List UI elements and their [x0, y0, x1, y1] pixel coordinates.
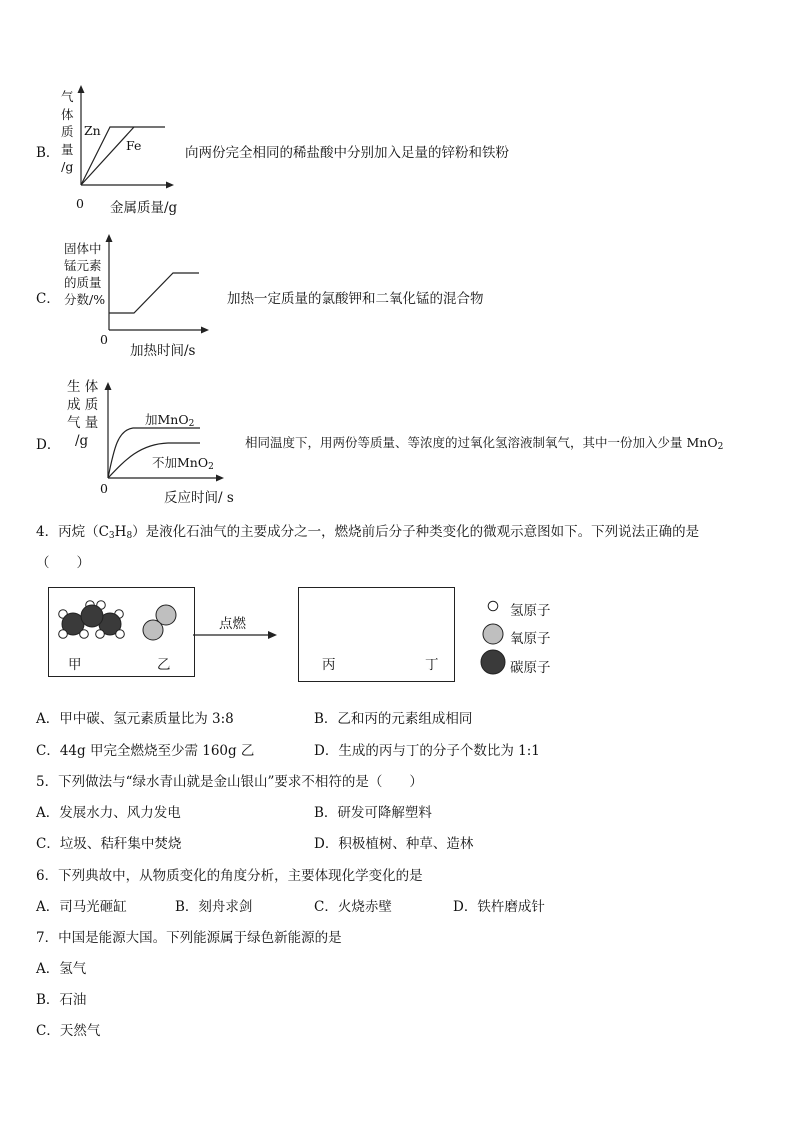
q5-option-d[interactable]: D．积极植树、种草、造林 — [314, 836, 474, 852]
option-b-xlabel: 金属质量/g — [110, 200, 178, 216]
hydrogen-atom — [80, 630, 89, 639]
legend-oxygen-icon — [483, 624, 503, 644]
option-c-origin: 0 — [100, 332, 108, 347]
q4-option-d[interactable]: D．生成的丙与丁的分子个数比为 1:1 — [314, 743, 540, 759]
legend-hydrogen-label: 氢原子 — [510, 603, 551, 619]
oxygen-atom — [143, 620, 163, 640]
question-5-stem: 5．下列做法与“绿水青山就是金山银山”要求不相符的是（ ） — [36, 774, 423, 790]
legend-carbon-label: 碳原子 — [510, 660, 551, 676]
label-ding: 丁 — [425, 657, 439, 673]
q4-option-b[interactable]: B．乙和丙的元素组成相同 — [314, 711, 473, 727]
option-d-origin: 0 — [100, 481, 108, 496]
propane-molecule — [59, 601, 125, 639]
q7-option-a[interactable]: A．氢气 — [36, 961, 87, 977]
option-c-description: 加热一定质量的氯酸钾和二氧化锰的混合物 — [227, 291, 484, 307]
series-without-mno2-label: 不加MnO$_2$ — [152, 455, 214, 472]
q6-option-a[interactable]: A．司马光砸缸 — [36, 899, 127, 915]
series-fe-label: Fe — [126, 138, 142, 153]
question-6-stem: 6．下列典故中，从物质变化的角度分析，主要体现化学变化的是 — [36, 868, 423, 884]
q6-option-d[interactable]: D．铁杵磨成针 — [453, 899, 545, 915]
question-4-answer-paren: （ ） — [36, 555, 90, 571]
legend-hydrogen-icon — [488, 601, 498, 611]
question-4-stem: 4．丙烷$(C_3H_8)$是液化石油气的主要成分之一，燃烧前后分子种类变化的微观示意图如下。下列说法正确的是 — [36, 524, 700, 541]
option-c-letter: C． — [36, 291, 60, 307]
q7-option-b[interactable]: B．石油 — [36, 992, 87, 1008]
option-c-ylabel: 固体中 锰元素 的质量 分数/% — [64, 241, 106, 307]
option-d-letter: D． — [36, 437, 61, 453]
q5-option-b[interactable]: B．研发可降解塑料 — [314, 805, 432, 821]
option-c-xlabel: 加热时间/s — [130, 343, 196, 359]
option-b-description: 向两份完全相同的稀盐酸中分别加入足量的锌粉和铁粉 — [185, 145, 509, 161]
hydrogen-atom — [59, 630, 68, 639]
option-d-xlabel: 反应时间/ s — [164, 490, 234, 506]
option-b-letter: B． — [36, 145, 60, 161]
series-zn-label: Zn — [84, 123, 101, 138]
carbon-atom — [81, 605, 103, 627]
label-yi: 乙 — [157, 657, 171, 673]
label-bing: 丙 — [322, 657, 336, 673]
option-b-ylabel: 气 体 质 量 /g — [61, 89, 74, 174]
arrow-label: 点燃 — [219, 616, 246, 632]
hydrogen-atom — [116, 630, 125, 639]
q4-option-c[interactable]: C．44g 甲完全燃烧至少需 160g 乙 — [36, 743, 255, 759]
option-d-ylabel: 生 体 成 质 气 量 /g — [67, 379, 99, 449]
label-jia: 甲 — [68, 657, 82, 673]
hydrogen-atom — [96, 630, 105, 639]
q6-option-b[interactable]: B．刻舟求剑 — [175, 899, 253, 915]
series-with-mno2-label: 加MnO$_2$ — [145, 412, 195, 429]
option-b-origin: 0 — [76, 196, 84, 211]
question-7-stem: 7．中国是能源大国。下列能源属于绿色新能源的是 — [36, 930, 342, 946]
oxygen-molecule — [143, 605, 176, 640]
q6-option-c[interactable]: C．火烧赤壁 — [314, 899, 392, 915]
q4-option-a[interactable]: A．甲中碳、氢元素质量比为 3:8 — [36, 711, 234, 727]
legend-oxygen-label: 氧原子 — [510, 631, 551, 647]
reaction-arrowhead — [268, 631, 277, 639]
q5-option-a[interactable]: A．发展水力、风力发电 — [36, 805, 181, 821]
q5-option-c[interactable]: C．垃圾、秸秆集中焚烧 — [36, 836, 182, 852]
option-d-description: 相同温度下，用两份等质量、等浓度的过氧化氢溶液制氧气，其中一份加入少量 MnO$_2$ — [245, 435, 724, 452]
q7-option-c[interactable]: C．天然气 — [36, 1023, 101, 1039]
legend-carbon-icon — [481, 650, 505, 674]
